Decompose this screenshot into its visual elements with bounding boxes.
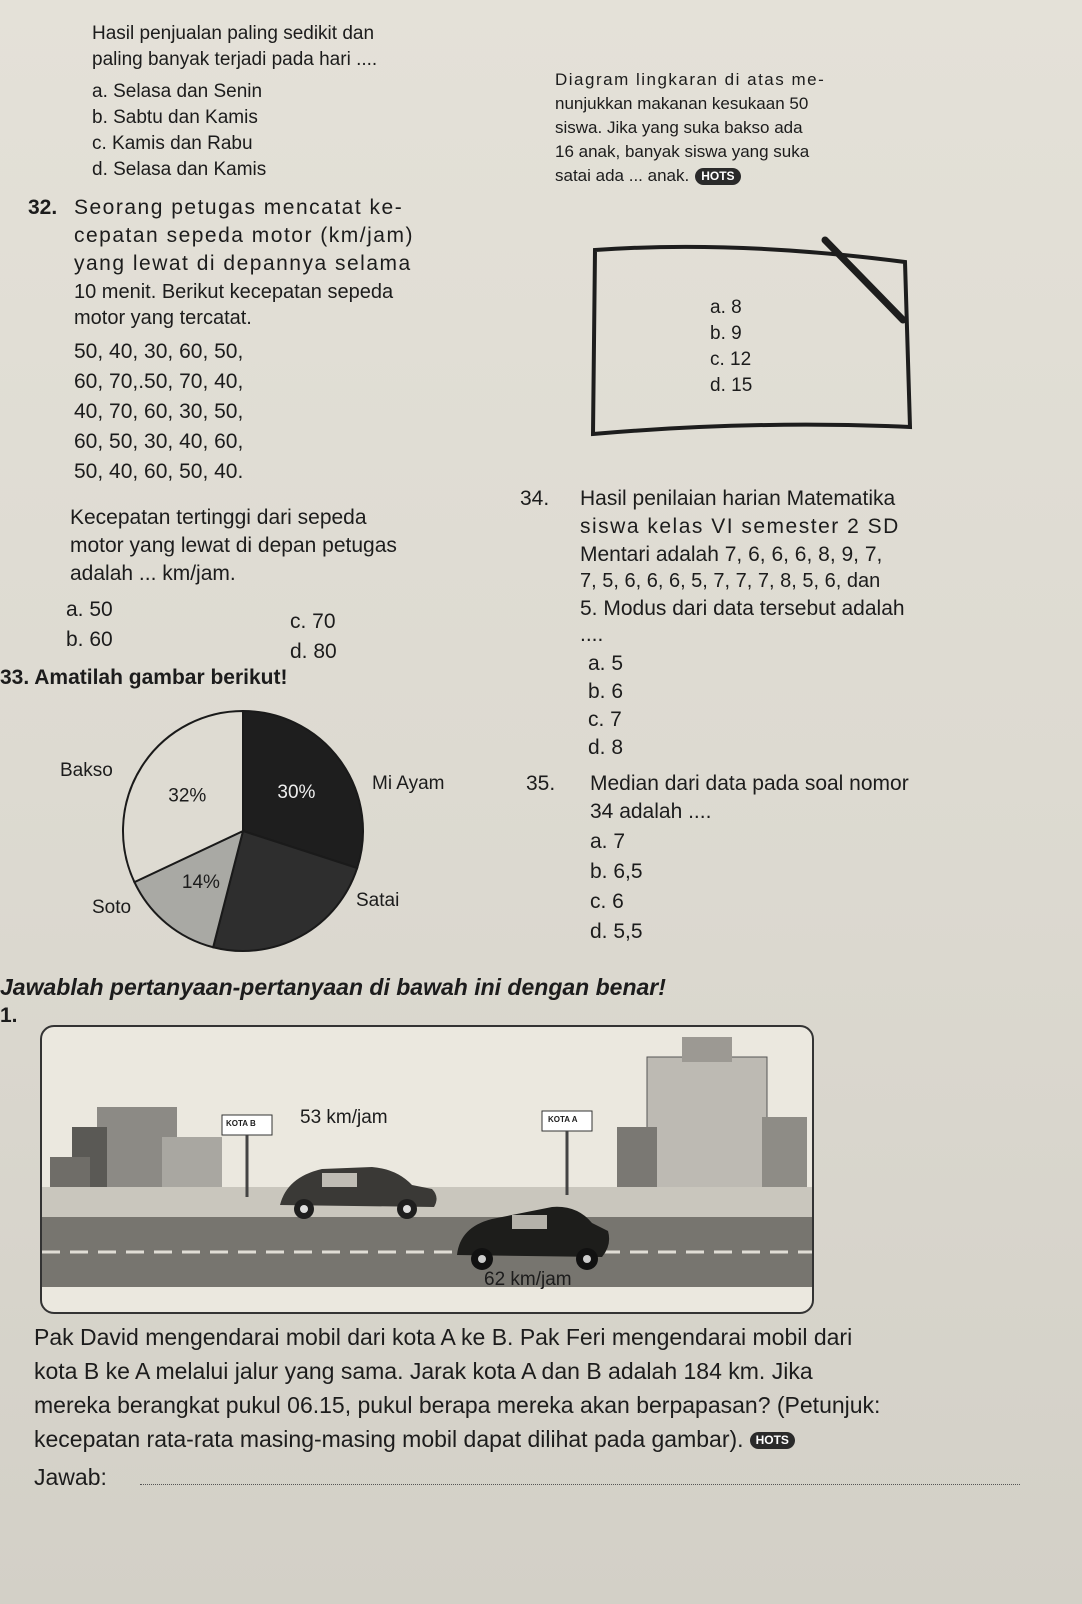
diagram-option-b: b. 9 xyxy=(710,323,742,344)
sign-kota-a: KOTA A xyxy=(548,1115,578,1124)
problem-1-number: 1. xyxy=(0,1004,18,1027)
q32-option-d: d. 80 xyxy=(290,640,337,663)
q34-option-a: a. 5 xyxy=(588,652,624,675)
q31-option-b: b. Sabtu dan Kamis xyxy=(92,107,258,128)
diagram-q-line2: nunjukkan makanan kesukaan 50 xyxy=(555,94,809,113)
answer-line xyxy=(140,1484,1020,1485)
q32-question-line1: Kecepatan tertinggi dari sepeda xyxy=(70,506,367,529)
q35-option-c: c. 6 xyxy=(590,890,624,913)
pie-value-label-bakso: 32% xyxy=(168,785,207,807)
q32-data-row2: 60, 70,.50, 70, 40, xyxy=(74,370,244,393)
q35-option-b: b. 6,5 xyxy=(590,860,643,883)
food-pie-chart xyxy=(118,706,368,956)
q34-line1: Hasil penilaian harian Matematika xyxy=(580,487,896,510)
q31-option-c: c. Kamis dan Rabu xyxy=(92,133,253,154)
q32-number: 32. xyxy=(28,196,58,219)
problem-1-line4: kecepatan rata-rata masing-masing mobil dapat dilihat pada gambar). HOTS xyxy=(34,1424,795,1454)
q34-line4: 7, 5, 6, 6, 6, 5, 7, 7, 7, 8, 5, 6, dan xyxy=(580,570,881,592)
pie-value-label-soto: 14% xyxy=(181,871,220,893)
pie-outer-label-bakso: Bakso xyxy=(60,760,113,781)
q32-question-line3: adalah ... km/jam. xyxy=(70,562,236,585)
diagram-q-line4: 16 anak, banyak siswa yang suka xyxy=(555,142,810,161)
answer-label: Jawab: xyxy=(34,1464,107,1490)
q34-line2: siswa kelas VI semester 2 SD xyxy=(580,515,900,538)
problem-1-line2: kota B ke A melalui jalur yang sama. Jarak kota A dan B adalah 184 km. Jika xyxy=(34,1358,813,1384)
sign-kota-b: KOTA B xyxy=(226,1119,256,1128)
q35-line2: 34 adalah .... xyxy=(590,800,712,823)
q32-data-row4: 60, 50, 30, 40, 60, xyxy=(74,430,244,453)
pie-outer-label-soto: Soto xyxy=(92,897,132,918)
q32-line5: motor yang tercatat. xyxy=(74,307,252,329)
diagram-option-c: c. 12 xyxy=(710,349,752,370)
q32-data-row3: 40, 70, 60, 30, 50, xyxy=(74,400,244,423)
diagram-q-line1: Diagram lingkaran di atas me- xyxy=(555,70,826,89)
q34-option-c: c. 7 xyxy=(588,708,622,731)
q34-option-b: b. 6 xyxy=(588,680,624,703)
speed-label-bottom: 62 km/jam xyxy=(484,1269,572,1290)
q34-line3: Mentari adalah 7, 6, 6, 6, 8, 9, 7, xyxy=(580,543,883,566)
q35-line1: Median dari data pada soal nomor xyxy=(590,772,909,795)
speed-label-top: 53 km/jam xyxy=(300,1107,388,1128)
hots-badge: HOTS xyxy=(695,168,740,185)
two-cars-illustration xyxy=(40,1025,814,1314)
q33-stem: 33. Amatilah gambar berikut! xyxy=(0,666,288,689)
q32-data-row1: 50, 40, 30, 60, 50, xyxy=(74,340,244,363)
diagram-q-line3: siswa. Jika yang suka bakso ada xyxy=(555,118,803,137)
section-heading: Jawablah pertanyaan-pertanyaan di bawah ini dengan benar! xyxy=(0,974,666,1000)
q32-question-line2: motor yang lewat di depan petugas xyxy=(70,534,397,557)
pie-outer-label-satai: Satai xyxy=(356,890,400,911)
q32-data-row5: 50, 40, 60, 50, 40. xyxy=(74,460,244,483)
q32-option-c: c. 70 xyxy=(290,610,336,633)
q31-option-a: a. Selasa dan Senin xyxy=(92,81,263,102)
q31-option-d: d. Selasa dan Kamis xyxy=(92,159,267,180)
q35-number: 35. xyxy=(526,772,556,795)
q32-option-b: b. 60 xyxy=(66,628,113,651)
q34-line5: 5. Modus dari data tersebut adalah xyxy=(580,597,905,620)
q35-option-d: d. 5,5 xyxy=(590,920,643,943)
problem-1-line1: Pak David mengendarai mobil dari kota A ke B. Pak Feri mengendarai mobil dari xyxy=(34,1324,853,1350)
q32-line2: cepatan sepeda motor (km/jam) xyxy=(74,224,414,247)
q32-line1: Seorang petugas mencatat ke- xyxy=(74,196,404,219)
q32-line3: yang lewat di depannya selama xyxy=(74,252,412,275)
pie-outer-label-mi-ayam: Mi Ayam xyxy=(372,773,445,794)
pie-value-label-mi-ayam: 30% xyxy=(277,782,316,804)
q32-option-a: a. 50 xyxy=(66,598,113,621)
drawn-answer-frame xyxy=(585,222,925,452)
q31-stem-line1: Hasil penjualan paling sedikit dan xyxy=(92,23,375,44)
diagram-option-d: d. 15 xyxy=(710,375,753,396)
q34-line6: .... xyxy=(580,623,604,646)
diagram-option-a: a. 8 xyxy=(710,297,742,318)
q31-stem-line2: paling banyak terjadi pada hari .... xyxy=(92,49,378,70)
q35-option-a: a. 7 xyxy=(590,830,626,853)
hots-badge: HOTS xyxy=(750,1432,795,1449)
q34-option-d: d. 8 xyxy=(588,736,624,759)
diagram-q-line5: satai ada ... anak. HOTS xyxy=(555,164,741,188)
q34-number: 34. xyxy=(520,487,550,510)
problem-1-line3: mereka berangkat pukul 06.15, pukul berapa mereka akan berpapasan? (Petunjuk: xyxy=(34,1392,881,1418)
q32-line4: 10 menit. Berikut kecepatan sepeda xyxy=(74,281,394,303)
